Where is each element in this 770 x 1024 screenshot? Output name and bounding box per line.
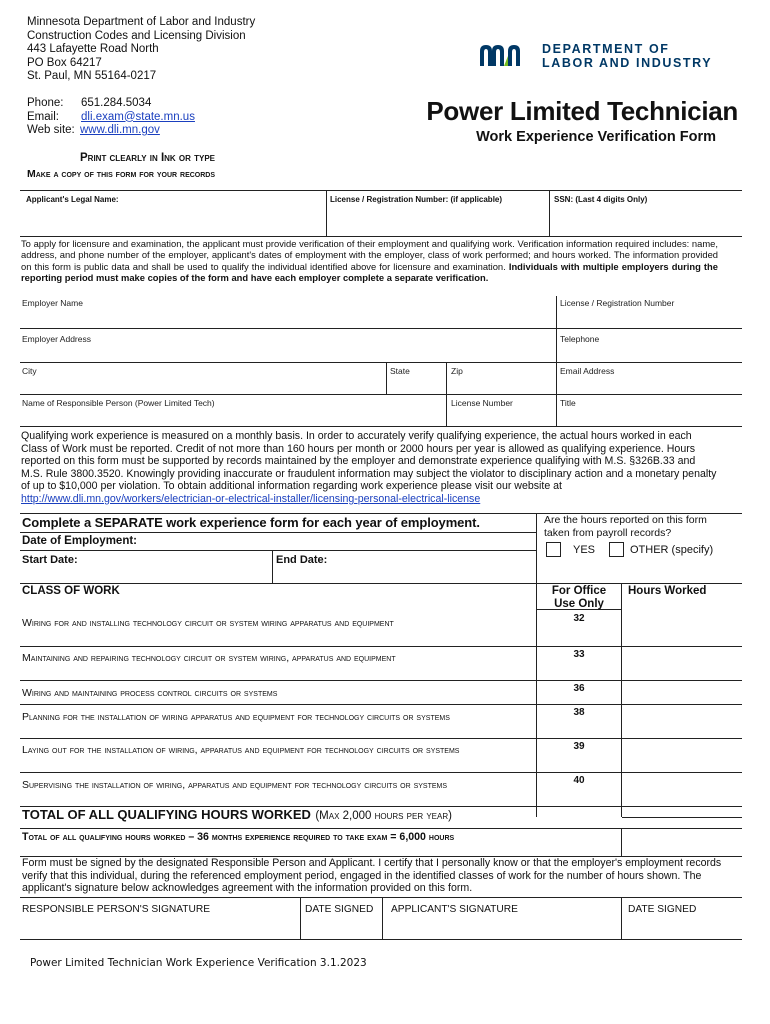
start-date-field[interactable] (100, 552, 268, 580)
work-class-row: Wiring for and installing technology circuit or system wiring apparatus and equipment (22, 617, 394, 629)
agency-line: Minnesota Department of Labor and Industry (27, 16, 256, 28)
class-of-work-header: CLASS OF WORK (22, 585, 120, 597)
city-label: City (22, 366, 37, 376)
phone-label: Phone: (27, 97, 64, 109)
mn-logo-icon (478, 42, 540, 68)
agency-line: Construction Codes and Licensing Division (27, 29, 246, 42)
applicant-signature-field[interactable] (385, 917, 619, 937)
email-link[interactable]: dli.exam@state.mn.us (81, 110, 195, 123)
email-label: Email: (27, 110, 59, 123)
phone-number: 651.284.5034 (81, 97, 152, 109)
payroll-yes-checkbox[interactable] (546, 542, 561, 557)
qualifying-paragraph (21, 430, 718, 506)
qualifying-text: Qualifying work experience is measured on a monthly basis. In order to accurately verify qualifying experience, the actual hours worked in each Class of Work must be reported. Credit of not more than 160 hours per month or 2000 hours per year is allowed as qualifying experience. Hours reported on this form must be supported by records maintained by the employer and demonstrate experience qualifying with M.S. §326B.33 and M.S. Rule 3800.3520. Knowingly providing inaccurate or fraudulent information may subject the violator to disciplinary action and a monetary penalty of up to $10,000 per violation. To obtain additional information regarding work experience please visit our website at (21, 430, 717, 493)
end-date-field[interactable] (340, 552, 532, 580)
employer-telephone-label: Telephone (560, 334, 600, 344)
total-36-months-label: Total of all qualifying hours worked – 36 months experience required to take exam = 6,000 hours (22, 831, 455, 843)
applicant-ssn-field[interactable] (554, 208, 740, 234)
responsible-signature-field[interactable] (22, 917, 298, 937)
employer-name-label: Employer Name (22, 298, 83, 308)
payroll-other-label: OTHER (specify) (630, 544, 714, 556)
date-signed-label-2: DATE SIGNED (628, 904, 697, 915)
work-class-row: Planning for the installation of wiring apparatus and equipment for technology circuits or systems (22, 711, 450, 723)
hours-input[interactable] (624, 648, 740, 678)
state-label: State (390, 366, 410, 376)
agency-line: 443 Lafayette Road North (27, 43, 159, 55)
work-class-row: Wiring and maintaining process control circuits or systems (22, 687, 278, 699)
office-code: 38 (573, 707, 585, 718)
responsible-person-label: Name of Responsible Person (Power Limited Tech) (22, 398, 215, 408)
office-code: 39 (573, 741, 585, 752)
applicant-signature-label: APPLICANT'S SIGNATURE (391, 904, 518, 915)
total-hours-label: TOTAL OF ALL QUALIFYING HOURS WORKED (22, 807, 311, 822)
employer-address-label: Employer Address (22, 334, 91, 344)
total-hours-note: (Max 2,000 hours per year) (315, 810, 452, 822)
responsible-title-label: Title (560, 398, 576, 408)
work-class-row: Maintaining and repairing technology circuit or system wiring, apparatus and equipment (22, 652, 396, 664)
page-title: Power Limited Technician (426, 96, 738, 126)
hours-input[interactable] (624, 706, 740, 736)
office-code: 33 (573, 649, 585, 660)
dli-logo (478, 42, 713, 73)
website-link[interactable]: www.dli.mn.gov (80, 124, 160, 136)
responsible-license-label: License Number (451, 398, 513, 408)
separate-form-heading: Complete a SEPARATE work experience form for each year of employment. (22, 515, 480, 530)
date-signed-label-1: DATE SIGNED (305, 904, 374, 915)
intro-bold-text: Individuals with multiple employers during the reporting period must make copies of the form and have each employer complete a separate verification. (21, 260, 718, 284)
payroll-other-checkbox[interactable] (609, 542, 624, 557)
logo-line2: LABOR AND INDUSTRY (542, 56, 713, 70)
total-36-months-input[interactable] (624, 830, 740, 854)
certification-text: Form must be signed by the designated Responsible Person and Applicant. I certify that I personally know or that the employer's employment records verify that this individual, during the referenced employment period, engaged in the identified classes of work for the number of hours shown. The applicant's signature below acknowledges agreement with the information provided on this form. (22, 857, 722, 895)
office-use-header: For Office Use Only (551, 585, 607, 610)
start-date-label: Start Date: (22, 554, 78, 566)
payroll-yes-label: YES (573, 544, 596, 556)
office-code: 32 (573, 613, 585, 624)
applicant-license-field[interactable] (330, 208, 546, 234)
work-class-row: Laying out for the installation of wiring, apparatus and equipment for technology circuits or systems (22, 744, 460, 756)
hours-input[interactable] (624, 682, 740, 702)
office-code: 40 (573, 775, 585, 786)
copy-instruction: Make a copy of this form for your records (27, 168, 216, 180)
print-instruction: Print clearly in Ink or type (80, 152, 215, 164)
office-code: 36 (573, 683, 585, 694)
hours-input[interactable] (624, 612, 740, 644)
zip-label: Zip (451, 366, 463, 376)
total-hours-line (22, 806, 452, 824)
applicant-name-field[interactable] (26, 208, 322, 234)
total-hours-input[interactable] (624, 808, 740, 816)
logo-line1: DEPARTMENT OF (542, 42, 670, 56)
agency-line: St. Paul, MN 55164-0217 (27, 70, 157, 82)
agency-line: PO Box 64217 (27, 56, 102, 69)
responsible-signature-label: RESPONSIBLE PERSON'S SIGNATURE (22, 904, 211, 915)
date-signed-field-2[interactable] (624, 917, 740, 937)
applicant-license-label: License / Registration Number: (if applicable) (330, 195, 503, 204)
employer-license-label: License / Registration Number (560, 298, 675, 308)
applicant-name-label: Applicant's Legal Name: (26, 195, 119, 204)
web-label: Web site: (27, 124, 75, 136)
intro-paragraph (21, 238, 718, 284)
hours-input[interactable] (624, 774, 740, 804)
agency-address (27, 16, 255, 84)
page-subtitle: Work Experience Verification Form (476, 129, 716, 145)
payroll-question: Are the hours reported on this form taken from payroll records? (544, 514, 707, 539)
intro-text: To apply for licensure and examination, the applicant must provide verification of their employment and qualifying work. Verification information required includes: name, address, and phone number of the employer, applicant's dates of employment with the employer, class of work performed; and hours worked. The information provided on this form is public data and shall be used to qualify the individual identified above for licensure and examination. (21, 238, 718, 272)
date-signed-field-1[interactable] (303, 917, 380, 937)
date-of-employment-heading: Date of Employment: (22, 535, 138, 547)
work-class-row: Supervising the installation of wiring, apparatus and equipment for technology circuits or systems (22, 779, 448, 791)
end-date-label: End Date: (276, 554, 328, 566)
hours-worked-header: Hours Worked (628, 585, 707, 597)
email-address-label: Email Address (560, 366, 615, 376)
applicant-ssn-label: SSN: (Last 4 digits Only) (554, 195, 648, 204)
hours-input[interactable] (624, 740, 740, 770)
form-footer: Power Limited Technician Work Experience Verification 3.1.2023 (30, 957, 367, 969)
dli-license-url[interactable]: http://www.dli.mn.gov/workers/electrician-or-electrical-installer/licensing-personal-electrical-license (21, 492, 481, 505)
agency-contact (27, 97, 195, 138)
